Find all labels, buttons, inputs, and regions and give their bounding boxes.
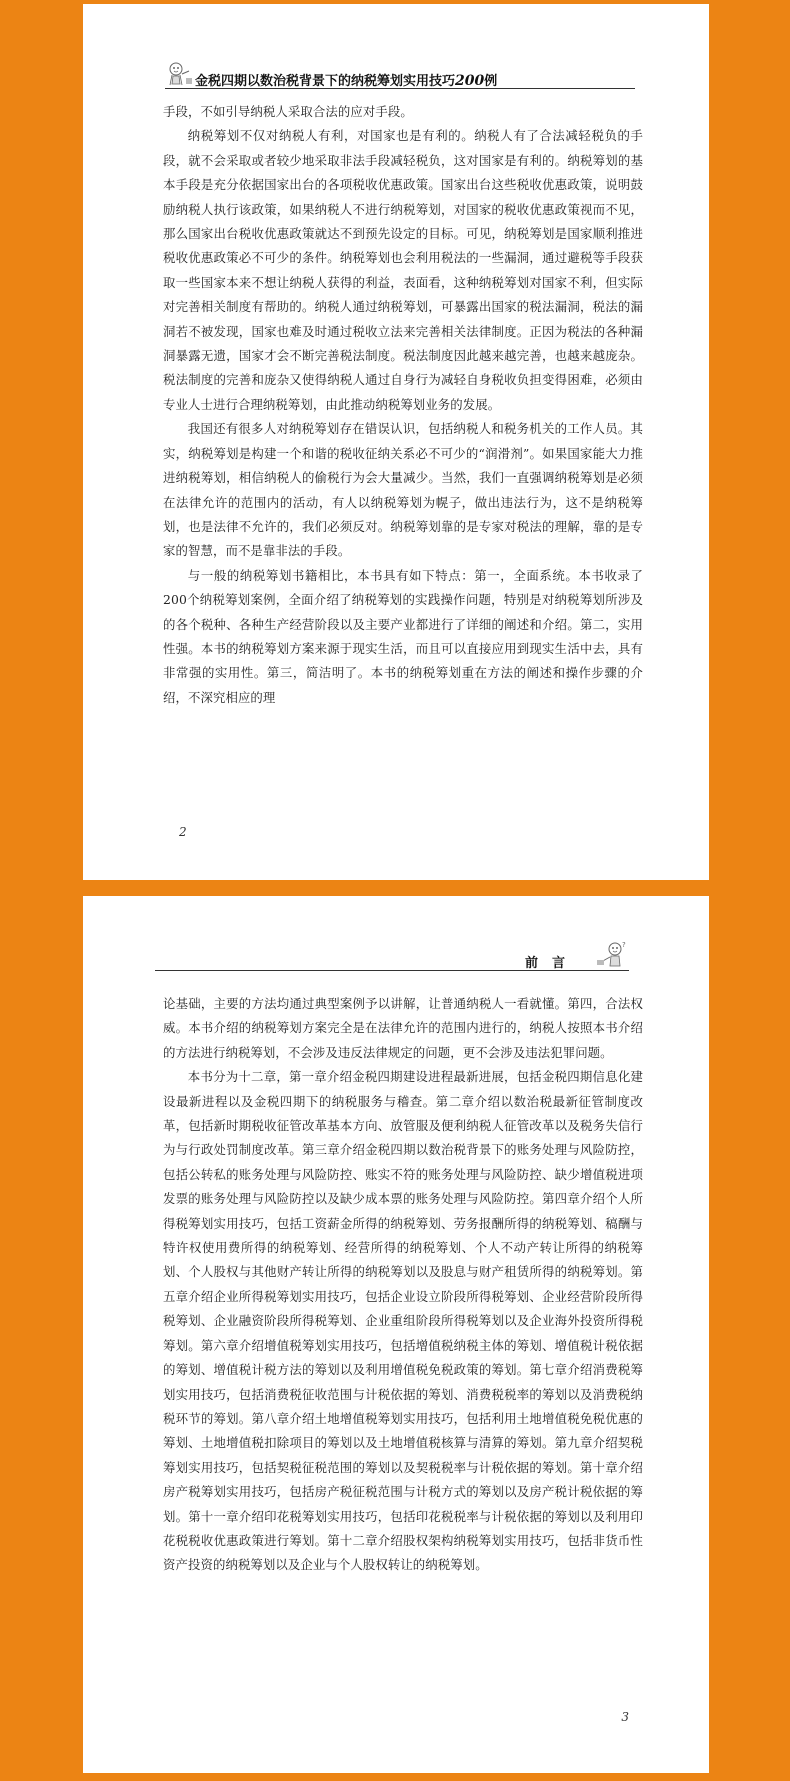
paragraph: 手段，不如引导纳税人采取合法的应对手段。 [163, 104, 413, 119]
header-rule [155, 970, 629, 971]
book-page-right [83, 896, 709, 1773]
running-header [165, 60, 635, 90]
paragraph: 论基础，主要的方法均通过典型案例予以讲解，让普通纳税人一看就懂。第四，合法权威。本书介绍的纳税筹划方案完全是在法律允许的范围内进行的，纳税人按照本书介绍的方法进行纳税筹划，不会涉及违反法律规定的问题，更不会涉及违法犯罪问题。 [163, 996, 643, 1060]
header-rule [165, 88, 635, 89]
section-title: 前言 [524, 956, 579, 971]
cartoon-mascot-icon [165, 60, 193, 86]
cartoon-mascot-icon [595, 940, 629, 970]
page-number: 2 [179, 825, 187, 839]
page-body [163, 992, 643, 1578]
page-body [163, 100, 643, 710]
book-title: 金税四期以数治税背景下的纳税筹划实用技巧200例 [195, 73, 498, 89]
svg-text:?: ? [622, 941, 626, 949]
paragraph: 与一般的纳税筹划书籍相比，本书具有如下特点：第一，全面系统。本书收录了200个纳税筹划案例，全面介绍了纳税筹划的实践操作问题，特别是对纳税筹划所涉及的各个税种、各种生产经营阶段以及主要产业都进行了详细的阐述和介绍。第二，实用性强。本书的纳税筹划方案来源于现实生活，而且可以直接应用到现实生活中去，具有非常强的实用性。第三，简洁明了。本书的纳税筹划重在方法的阐述和操作步骤的介绍，不深究相应的理 [163, 567, 643, 705]
paragraph: 纳税筹划不仅对纳税人有利，对国家也是有利的。纳税人有了合法减轻税负的手段，就不会采取或者较少地采取非法手段减轻税负，这对国家是有利的。纳税筹划的基本手段是充分依据国家出台的各项税收优惠政策。国家出台这些税收优惠政策，说明鼓励纳税人执行该政策，如果纳税人不进行纳税筹划，对国家的税收优惠政策视而不见，那么国家出台税收优惠政策就达不到预先设定的目标。可见，纳税筹划是国家顺利推进税收优惠政策必不可少的条件。纳税筹划也会利用税法的一些漏洞，通过避税等手段获取一些国家本来不想让纳税人获得的利益，表面看，这种纳税筹划对国家不利，但实际对完善相关制度有帮助的。纳税人通过纳税筹划，可暴露出国家的税法漏洞，税法的漏洞若不被发现，国家也难及时通过税收立法来完善相关法律制度。正因为税法的各种漏洞暴露无遗，国家才会不断完善税法制度。税法制度因此越来越完善，也越来越庞杂。税法制度的完善和庞杂又使得纳税人通过自身行为减轻自身税收负担变得困难，必须由专业人士进行合理纳税筹划，由此推动纳税筹划业务的发展。 [163, 128, 643, 412]
page-number: 3 [621, 1710, 629, 1724]
running-header [155, 942, 629, 972]
paragraph: 本书分为十二章，第一章介绍金税四期建设进程最新进展，包括金税四期信息化建设最新进程以及金税四期下的纳税服务与稽查。第二章介绍以数治税最新征管制度改革，包括新时期税收征管改革基本方向、放管服及便利纳税人征管改革以及税务失信行为与行政处罚制度改革。第三章介绍金税四期以数治税背景下的账务处理与风险防控，包括公转私的账务处理与风险防控、账实不符的账务处理与风险防控、缺少增值税进项发票的账务处理与风险防控以及缺少成本票的账务处理与风险防控。第四章介绍个人所得税筹划实用技巧，包括工资薪金所得的纳税筹划、劳务报酬所得的纳税筹划、稿酬与特许权使用费所得的纳税筹划、经营所得的纳税筹划、个人不动产转让所得的纳税筹划、个人股权与其他财产转让所得的纳税筹划以及股息与财产租赁所得的纳税筹划。第五章介绍企业所得税筹划实用技巧，包括企业设立阶段所得税筹划、企业经营阶段所得税筹划、企业融资阶段所得税筹划、企业重组阶段所得税筹划以及企业海外投资所得税筹划。第六章介绍增值税筹划实用技巧，包括增值税纳税主体的筹划、增值税计税依据的筹划、增值税计税方法的筹划以及利用增值税免税政策的筹划。第七章介绍消费税筹划实用技巧，包括消费税征收范围与计税依据的筹划、消费税税率的筹划以及消费税纳税环节的筹划。第八章介绍土地增值税筹划实用技巧，包括利用土地增值税免税优惠的筹划、土地增值税扣除项目的筹划以及土地增值税核算与清算的筹划。第九章介绍契税筹划实用技巧，包括契税征税范围的筹划以及契税税率与计税依据的筹划。第十章介绍房产税筹划实用技巧，包括房产税征税范围与计税方式的筹划以及房产税计税依据的筹划。第十一章介绍印花税筹划实用技巧，包括印花税税率与计税依据的筹划以及利用印花税税收优惠政策进行筹划。第十二章介绍股权架构纳税筹划实用技巧，包括非货币性资产投资的纳税筹划以及企业与个人股权转让的纳税筹划。 [163, 1069, 643, 1573]
book-page-left [83, 4, 709, 880]
paragraph: 我国还有很多人对纳税筹划存在错误认识，包括纳税人和税务机关的工作人员。其实，纳税筹划是构建一个和谐的税收征纳关系必不可少的“润滑剂”。如果国家能大力推进纳税筹划，相信纳税人的偷税行为会大量减少。当然，我们一直强调纳税筹划是必须在法律允许的范围内的活动，有人以纳税筹划为幌子，做出违法行为，这不是纳税筹划，也是法律不允许的，我们必须反对。纳税筹划靠的是专家对税法的理解，靠的是专家的智慧，而不是靠非法的手段。 [163, 421, 643, 559]
